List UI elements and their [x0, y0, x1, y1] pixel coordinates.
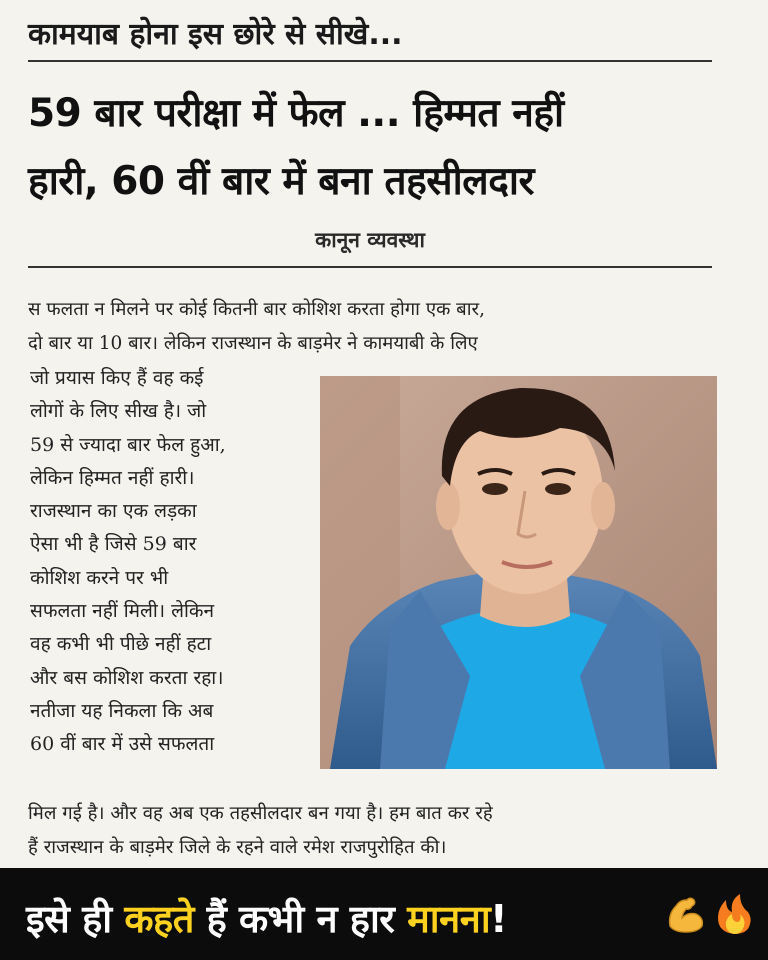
column-line: ऐसा भी है जिसे 59 बार: [30, 533, 197, 556]
article-headline: [28, 80, 728, 216]
fire-icon: [712, 892, 756, 936]
column-line: जो प्रयास किए हैं वह कई: [30, 367, 204, 389]
column-line: और बस कोशिश करता रहा।: [30, 666, 224, 689]
column-line: लेकिन हिम्मत नहीं हारी।: [30, 466, 195, 489]
banner-text-part: !: [490, 897, 508, 941]
column-line: कोशिश करने पर भी: [30, 566, 169, 589]
article-column: [30, 362, 314, 762]
column-line: वह कभी भी पीछे नहीं हटा: [30, 633, 212, 656]
article-kicker: कामयाब होना इस छोरे से सीखे...: [28, 17, 403, 52]
flexed-biceps-icon: [664, 892, 708, 936]
closing-line-1: मिल गई है। और वह अब एक तहसीलदार बन गया है। हम बात कर रहे: [28, 803, 493, 824]
column-line: 60 वीं बार में उसे सफलता: [30, 733, 215, 756]
section-divider: [28, 266, 712, 268]
column-line: राजस्थान का एक लड़का: [30, 500, 197, 523]
column-line: लोगों के लिए सीख है। जो: [30, 400, 207, 423]
intro-line-2: दो बार या 10 बार। लेकिन राजस्थान के बाड़मेर ने कामयाबी के लिए: [28, 333, 478, 354]
banner-text-part: इसे ही: [26, 897, 125, 941]
headline-line-1: 59 बार परीक्षा में फेल ... हिम्मत नहीं: [28, 91, 564, 136]
column-line: नतीजा यह निकला कि अब: [30, 699, 214, 722]
portrait-illustration: [320, 376, 717, 769]
banner-caption: [26, 892, 507, 944]
headline-line-2: हारी, 60 वीं बार में बना तहसीलदार: [28, 159, 534, 204]
banner-text-part: हैं कभी न हार: [193, 897, 408, 941]
portrait-photo: [320, 376, 717, 769]
column-line: 59 से ज्यादा बार फेल हुआ,: [30, 433, 226, 456]
top-divider: [28, 60, 712, 62]
banner-highlight: कहते: [124, 897, 194, 941]
section-label: कानून व्यवस्था: [315, 228, 425, 252]
intro-line-1: स फलता न मिलने पर कोई कितनी बार कोशिश करता होगा एक बार,: [28, 299, 485, 320]
banner-highlight: मानना: [407, 897, 491, 941]
closing-line-2: हैं राजस्थान के बाड़मेर जिले के रहने वाले रमेश राजपुरोहित की।: [28, 837, 447, 858]
column-line: सफलता नहीं मिली। लेकिन: [30, 600, 215, 623]
caption-banner: [0, 868, 768, 960]
